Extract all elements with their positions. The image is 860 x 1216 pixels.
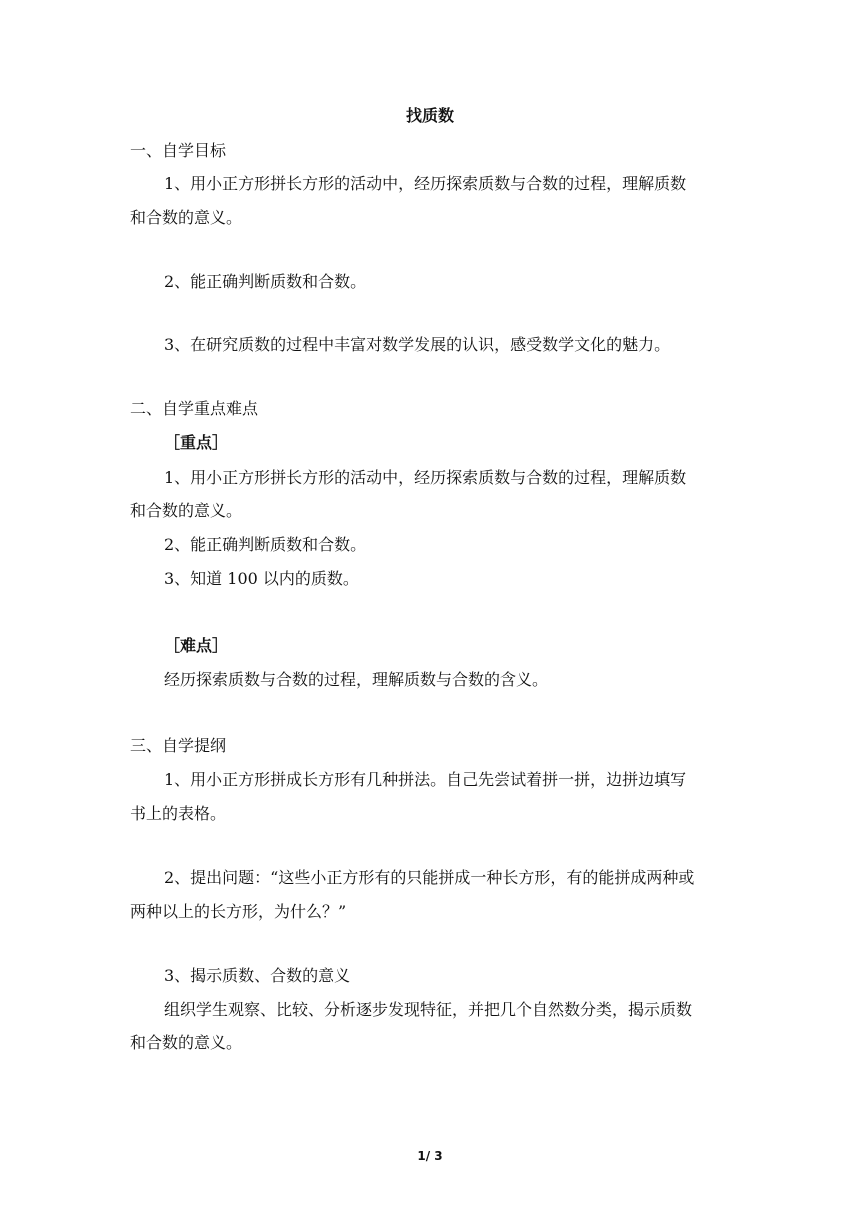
goal-item-3: 3、在研究质数的过程中丰富对数学发展的认识，感受数学文化的魅力。 (164, 335, 671, 354)
section-heading-key-points: 二、自学重点难点 (130, 399, 259, 418)
key-item-2: 2、能正确判断质数和合数。 (164, 535, 367, 554)
key-item-3: 3、知道 100 以内的质数。 (164, 569, 359, 588)
difficulty-item: 经历探索质数与合数的过程，理解质数与合数的含义。 (164, 670, 549, 689)
outline-item-3: 3、揭示质数、合数的意义 (164, 966, 351, 985)
goal-item-1-cont: 和合数的意义。 (130, 208, 243, 227)
key-label: ［重点］ (164, 433, 229, 452)
outline-item-1: 1、用小正方形拼成长方形有几种拼法。自己先尝试着拼一拼，边拼边填写 (164, 770, 687, 789)
section-heading-goals: 一、自学目标 (130, 141, 227, 160)
outline-item-2-cont: 两种以上的长方形，为什么？” (130, 902, 347, 921)
goal-item-1: 1、用小正方形拼长方形的活动中，经历探索质数与合数的过程，理解质数 (164, 174, 687, 193)
difficulty-label: ［难点］ (164, 636, 229, 655)
outline-item-2: 2、提出问题：“这些小正方形有的只能拼成一种长方形，有的能拼成两种或 (164, 868, 695, 887)
outline-item-4-cont: 和合数的意义。 (130, 1033, 243, 1052)
document-title: 找质数 (405, 106, 454, 125)
goal-item-2: 2、能正确判断质数和合数。 (164, 272, 367, 291)
section-heading-outline: 三、自学提纲 (130, 736, 227, 755)
outline-item-4: 组织学生观察、比较、分析逐步发现特征，并把几个自然数分类，揭示质数 (164, 1000, 693, 1019)
key-item-1-cont: 和合数的意义。 (130, 501, 243, 520)
page-number: 1/ 3 (417, 1149, 443, 1163)
key-item-1: 1、用小正方形拼长方形的活动中，经历探索质数与合数的过程，理解质数 (164, 468, 687, 487)
outline-item-1-cont: 书上的表格。 (130, 804, 227, 823)
